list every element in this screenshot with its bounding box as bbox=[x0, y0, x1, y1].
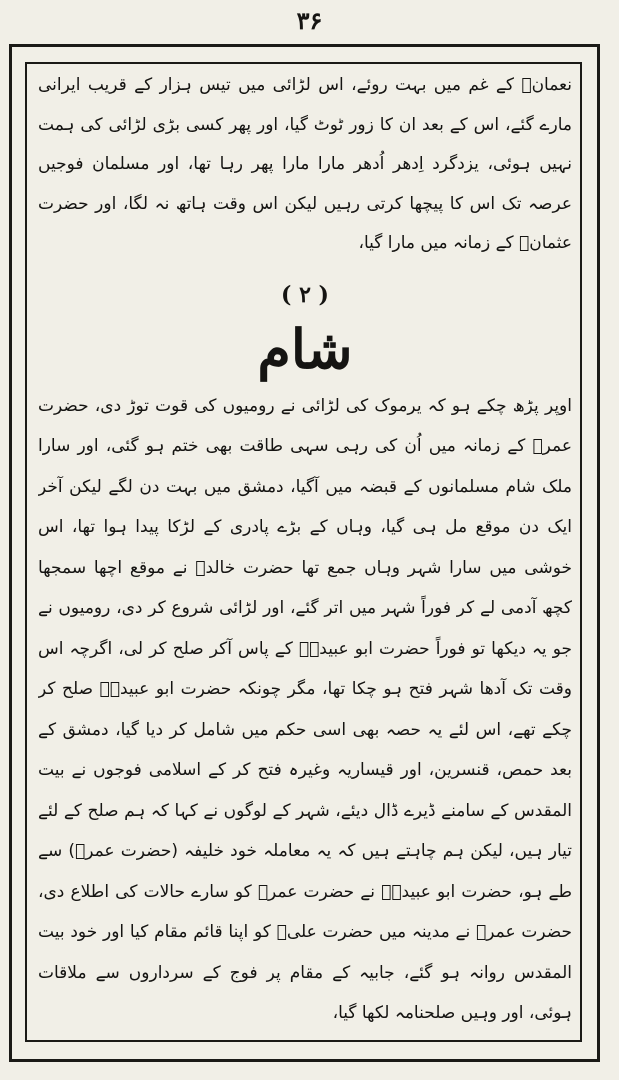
section-title: شام bbox=[257, 316, 353, 381]
intro-paragraph: نعمانؓ کے غم میں بہت روئے، اس لڑائی میں تیس ہزار کے قریب ایرانی مارے گئے، اس کے بعد ان کا زور ٹوٹ گیا، اور پھر کسی بڑی لڑائی کی ہمت نہیں ہوئی، یزدگرد اِدھر اُدھر مارا مارا پھر رہا تھا، اور مسلمان فوجیں عرصہ تک اس کا پیچھا کرتی رہیں لیکن اس وقت ہاتھ نہ لگا، اور حضرت عثمانؓ کے زمانہ میں مارا گیا، bbox=[38, 75, 572, 253]
page-content bbox=[38, 64, 572, 1034]
body-paragraph: اوپر پڑھ چکے ہو کہ یرموک کی لڑائی نے رومیوں کی قوت توڑ دی، حضرت عمرؓ کے زمانہ میں اُن کی رہی سہی طاقت بھی ختم ہو گئی، اور سارا ملک شام مسلمانوں کے قبضہ میں آگیا، دمشق میں بہت دن لگے لیکن آخر ایک دن موقع مل ہی گیا، وہاں کے بڑے پادری کے لڑکا پیدا ہوا تھا، اس خوشی میں سارا شہر وہاں جمع تھا حضرت خالدؓ نے موقع اچھا سمجھا کچھ آدمی لے کر فوراً شہر میں اتر گئے، اور لڑائی شروع کر دی، رومیوں نے جو یہ دیکھا تو فوراً حضرت ابو عبیدہؓ کے پاس آکر صلح کر لی، اگرچہ اس وقت تک آدھا شہر فتح ہو چکا تھا، مگر چونکہ حضرت ابو عبیدہؓ صلح کر چکے تھے، اس لئے یہ حصہ بھی اسی حکم میں شامل کر دیا گیا، دمشق کے بعد حمص، قنسرین، اور قیساریہ وغیرہ فتح کر کے اسلامی فوجوں نے بیت المقدس کے سامنے ڈیرے ڈال دیئے، شہر کے لوگوں نے کہا کہ ہم صلح کے لئے تیار ہیں، لیکن ہم چاہتے ہیں کہ یہ معاملہ خود خلیفہ (حضرت عمرؓ) سے طے ہو، حضرت ابو عبیدہؓ نے حضرت عمرؓ کو سارے حالات کی اطلاع دی، حضرت عمرؓ نے مدینہ میں حضرت علیؓ کو اپنا قائم مقام کیا اور خود بیت المقدس روانہ ہو گئے، جابیہ کے مقام پر فوج کے سرداروں سے ملاقات ہوئی، اور وہیں صلحنامہ لکھا گیا، bbox=[38, 395, 572, 1023]
page-number: ۳۶ bbox=[296, 6, 323, 35]
section-number: ( ۲ ) bbox=[281, 281, 329, 308]
